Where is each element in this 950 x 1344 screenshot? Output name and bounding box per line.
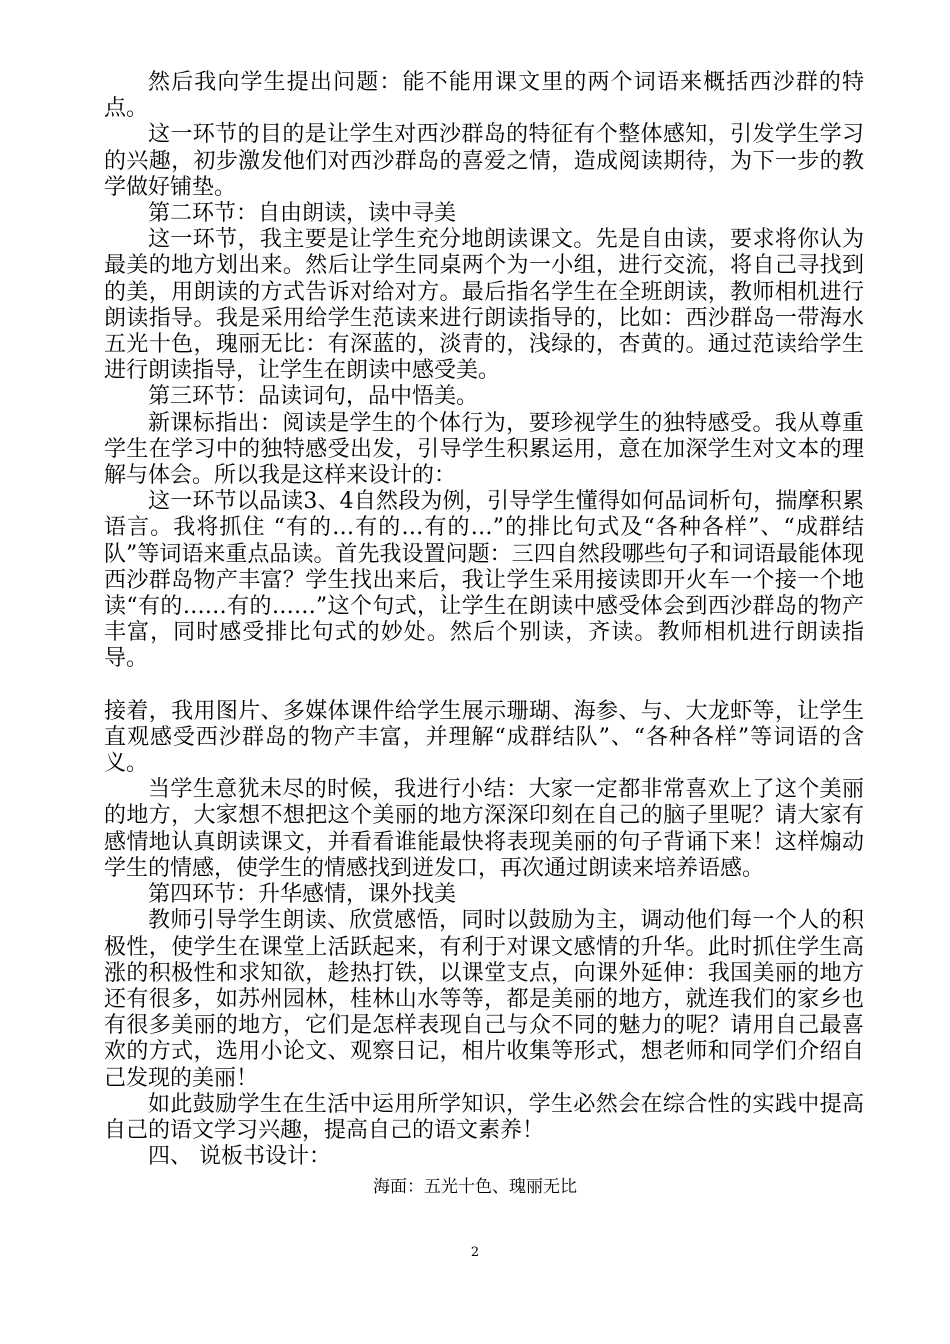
paragraph: 第四环节：升华感情，课外找美 (148, 882, 457, 908)
paragraph: 四、 说板书设计： (148, 1144, 331, 1170)
paragraph: 教师引导学生朗读、欣赏感悟，同时以鼓励为主，调动他们每一个人的积极性，使学生在课堂上活跃起来，有利于对课文感情的升华。此时抓住学生高涨的积极性和求知欲，趁热打铁，以课堂支点，向课外延伸：我国美丽的地方还有很多，如苏州园林，桂林山水等等，都是美丽的地方，就连我们的家乡也有很多美丽的地方，它们是怎样表现自己与众不同的魅力的呢？请用自己最喜欢的方式，选用小论文、观察日记，相片收集等形式，想老师和同学们介绍自己发现的美丽！ (104, 908, 864, 1091)
document-body (104, 70, 864, 1170)
paragraph: 这一环节的目的是让学生对西沙群岛的特征有个整体感知，引发学生学习的兴趣，初步激发他们对西沙群岛的喜爱之情，造成阅读期待，为下一步的教学做好铺垫。 (104, 122, 864, 200)
paragraph: 这一环节以品读3、4自然段为例，引导学生懂得如何品词析句，揣摩积累语言。我将抓住 “有的…有的…有的…”的排比句式及“各种各样”、“成群结队”等词语来重点品读。首先我设置问题：三四自然段哪些句子和词语最能体现西沙群岛物产丰富？学生找出来后，我让学生采用接读即开火车一个接一个地读“有的……有的……”这个句式，让学生在朗读中感受体会到西沙群岛的物产丰富，同时感受排比句式的妙处。然后个别读，齐读。教师相机进行朗读指导。 (104, 489, 864, 672)
paragraph: 第二环节：自由朗读，读中寻美 (148, 201, 457, 227)
page-number: 2 (470, 1245, 480, 1260)
paragraph: 然后我向学生提出问题：能不能用课文里的两个词语来概括西沙群的特点。 (104, 70, 864, 122)
blank-line (104, 673, 864, 699)
paragraph: 接着，我用图片、多媒体课件给学生展示珊瑚、海参、与、大龙虾等，让学生直观感受西沙群岛的物产丰富，并理解“成群结队”、“各种各样”等词语的含义。 (104, 698, 864, 777)
paragraph: 第三环节：品读词句，品中悟美。 (148, 384, 479, 410)
paragraph: 当学生意犹未尽的时候，我进行小结：大家一定都非常喜欢上了这个美丽的地方，大家想不想把这个美丽的地方深深印刻在自己的脑子里呢？请大家有感情地认真朗读课文，并看看谁能最快将表现美丽的句子背诵下来！这样煽动学生的情感，使学生的情感找到迸发口，再次通过朗读来培养语感。 (104, 777, 864, 881)
paragraph: 如此鼓励学生在生活中运用所学知识，学生必然会在综合性的实践中提高自己的语文学习兴趣，提高自己的语文素养！ (104, 1091, 864, 1143)
paragraph: 新课标指出：阅读是学生的个体行为，要珍视学生的独特感受。我从尊重学生在学习中的独特感受出发，引导学生积累运用，意在加深学生对文本的理解与体会。所以我是这样来设计的： (104, 410, 864, 489)
paragraph: 这一环节，我主要是让学生充分地朗读课文。先是自由读，要求将你认为最美的地方划出来。然后让学生同桌两个为一小组，进行交流，将自己寻找到的美，用朗读的方式告诉对给对方。最后指名学生在全班朗读，教师相机进行朗读指导。我是采用给学生范读来进行朗读指导的，比如：西沙群岛一带海水五光十色，瑰丽无比：有深蓝的，淡青的，浅绿的，杏黄的。通过范读给学生进行朗读指导，让学生在朗读中感受美。 (104, 227, 864, 384)
board-design-line: 海面：五光十色、瑰丽无比 (373, 1177, 577, 1197)
